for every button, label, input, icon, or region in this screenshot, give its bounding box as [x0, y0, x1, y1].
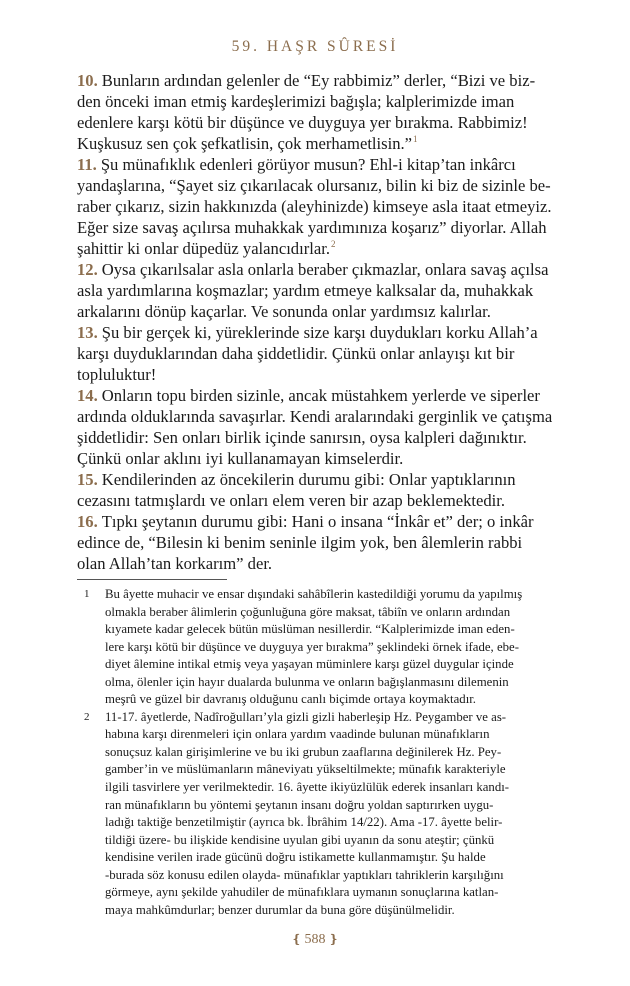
footnote-line: lere karşı kötü bir düşünce ve duyguya yer bırakma” şeklindeki örnek ifade, ebe-	[105, 639, 519, 654]
verse-number: 14.	[77, 386, 98, 405]
verse-line: edince de, “Bilesin ki benim seninle ilgim yok, ben âlemlerin rabbi	[77, 533, 523, 552]
surah-title: 59. HAŞR SÛRESİ	[231, 38, 399, 55]
verse-number: 11.	[77, 155, 97, 174]
left-ornament-icon: ❴	[291, 932, 302, 946]
verse-line: topluluktur!	[77, 365, 157, 384]
verse-number: 15.	[77, 470, 98, 489]
verse-line: şiddetlidir: Sen onları birlik içinde sanırsın, oysa kalpleri dağınıktır.	[77, 428, 527, 447]
verse-line: ardında olduklarında savaşırlar. Kendi aralarındaki gerginlik ve çatışma	[77, 407, 553, 426]
footnote-line: olmakla beraber âlimlerin çoğunluğuna göre maksat, tâbiîn ve onların ardından	[105, 604, 511, 619]
verse-line: Kuşkusuz sen çok şefkatlisin, çok merhametlisin.”	[77, 134, 413, 153]
verse-line: Oysa çıkarılsalar asla onlarla beraber çıkmazlar, onlara savaş açılsa	[101, 260, 549, 279]
footnote-line: ladığı taktiğe benzetilmiştir (ayrıca bk. İbrâhim 14/22). Ama -17. âyette belir-	[105, 815, 503, 830]
verse-line: Tıpkı şeytanın durumu gibi: Hani o insana “İnkâr et” der; o inkâr	[101, 512, 534, 531]
verse-number: 13.	[77, 323, 98, 342]
footnote-line: habına karşı direnmeleri için onlara yardım vaadinde bulunan münafıkların	[105, 727, 490, 742]
footnote-line: diyet âlemine intikal etmiş veya yaşayan müminlere karşı güzel duygular içinde	[105, 657, 514, 672]
footnote-line: sonuçsuz kalan girişimlerine ve bu iki grubun zaaflarına değinilerek Hz. Pey-	[105, 744, 502, 759]
verse-line: olan Allah’tan korkarım” der.	[77, 554, 273, 573]
verse-line: arkalarını dönüp kaçarlar. Ve sonunda onlar yardımsız kalırlar.	[77, 302, 491, 321]
verse-line: den önceki iman etmiş kardeşlerimizi bağışla; kalplerimizde iman	[77, 92, 515, 111]
verse-line: Şu bir gerçek ki, yüreklerinde size karşı duydukları korku Allah’a	[101, 323, 538, 342]
footnote-list	[77, 586, 574, 919]
verse-line: cezasını tatmışlardı ve onları elem veren bir azap beklemektedir.	[77, 491, 506, 510]
verse-line: karşı duyduklarından daha şiddetlidir. Çünkü onlar anlayışı kıt bir	[77, 344, 515, 363]
footnote-line: görmeye, aynı şekilde yahudiler de münafıklara uymanın sonuçlarına katlan-	[105, 885, 499, 900]
verse-line: raber çıkarız, sizin hakkınızda (aleyhinizde) kimseye asla itaat etmeyiz.	[77, 197, 552, 216]
footnote-number: 2	[84, 710, 90, 723]
verse-15	[77, 469, 574, 511]
running-header	[0, 38, 630, 56]
page-folio	[0, 932, 630, 948]
footnote-divider	[77, 579, 227, 580]
footnote-ref-2[interactable]: 2	[330, 239, 336, 250]
verse-10	[77, 70, 574, 154]
verse-number: 10.	[77, 71, 98, 90]
footnote-line: kıyamete kadar gelecek bütün müslüman nesillerdir. “Kalplerimizde iman eden-	[105, 622, 515, 637]
footnote-line: olma, ölenler için hayır dualarda bulunma ve onların bağışlanmasını dilemenin	[105, 674, 509, 689]
footnote-line: 11-17. âyetlerde, Nadîroğulları’yla gizli gizli haberleşip Hz. Peygamber ve as-	[105, 709, 507, 724]
verse-line: Şu münafıklık edenleri görüyor musun? Ehl-i kitap’tan inkârcı	[100, 155, 516, 174]
footnote-line: -burada söz konusu edilen olayda- münafıklar yaptıkları tahriklerin karşılığını	[105, 867, 504, 882]
verse-line: Onların topu birden sizinle, ancak müstahkem yerlerde ve siperler	[101, 386, 540, 405]
footnote-ref-1[interactable]: 1	[413, 134, 418, 145]
verse-14	[77, 385, 574, 469]
footnote-1	[77, 586, 574, 709]
verse-line: edenlere karşı kötü bir düşünce ve duyguya yer bırakma. Rabbimiz!	[77, 113, 528, 132]
footnote-number: 1	[84, 588, 90, 600]
footnote-line: gamber’in ve müslümanların mâneviyatı yükseltilmekte; münafık karakteriyle	[105, 762, 506, 777]
verse-line: yandaşlarına, “Şayet siz çıkarılacak olursanız, bilin ki biz de sizinle be-	[77, 176, 551, 195]
footnote-line: meşrû ve güzel bir davranış olduğunu canlı biçimde ortaya koymaktadır.	[105, 692, 477, 707]
footnote-line: Bu âyette muhacir ve ensar dışındaki sahâbîlerin kastedildiği yorumu da yapılmış	[105, 587, 523, 601]
verse-line: Kendilerinden az öncekilerin durumu gibi: Onlar yaptıklarının	[101, 470, 516, 489]
verse-line: Bunların ardından gelenler de “Ey rabbimiz” derler, “Bizi ve biz-	[101, 71, 536, 90]
right-ornament-icon: ❵	[328, 932, 339, 946]
verse-number: 16.	[77, 512, 98, 531]
footnote-line: ilgili tasvirlere yer verilmektedir. 16. âyette ikiyüzlülük ederek insanları kandı-	[105, 780, 510, 795]
footnote-line: tildiği üzere- bu ilişkide kendisine uyulan gibi uyanın da sonu ateştir; çünkü	[105, 832, 495, 847]
verse-line: Çünkü onlar aklını iyi kullanamayan kimselerdir.	[77, 449, 404, 468]
footnote-2	[77, 709, 574, 920]
verse-line: şahittir ki onlar düpedüz yalancıdırlar.	[77, 239, 330, 258]
footnote-line: ran münafıkların bu yöntemi şeytanın insanı doğru yoldan saptırırken uygu-	[105, 797, 494, 812]
verse-12	[77, 259, 574, 322]
verse-11	[77, 154, 574, 259]
verse-16	[77, 511, 574, 574]
page-number: 588	[304, 932, 326, 947]
verse-13	[77, 322, 574, 385]
footnote-line: kendisine verilen irade gücünü doğru istikamette kullanmamıştır. Şu halde	[105, 850, 486, 865]
footnote-line: maya mahkûmdurlar; benzer durumlar da buna göre düşünülmelidir.	[105, 902, 455, 917]
verse-list	[77, 70, 574, 574]
verse-line: asla yardımlarına koşmazlar; yardım etmeye kalksalar da, muhakkak	[77, 281, 534, 300]
verse-line: Eğer size savaş açılırsa muhakkak yardımınıza koşarız” diyorlar. Allah	[77, 218, 547, 237]
verse-number: 12.	[77, 260, 98, 279]
